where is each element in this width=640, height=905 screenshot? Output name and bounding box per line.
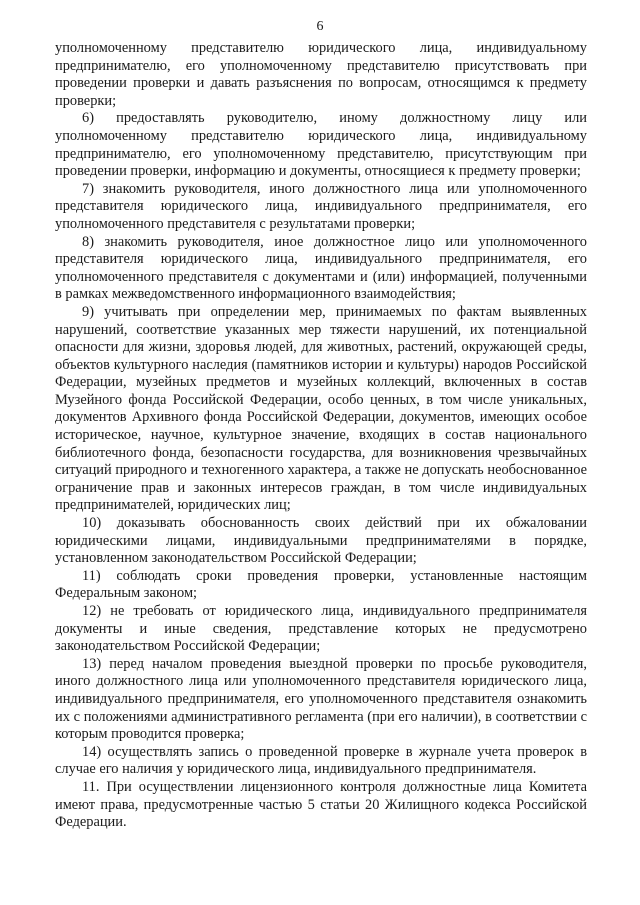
document-body [55,40,587,832]
list-item-6: 6) предоставлять руководителю, иному должностному лицу или уполномоченному представителю юридического лица, индивидуальному предпринимателю, его уполномоченному представителю, присутствующим при проведении проверки, информацию и документы, относящиеся к предмету проверки; [55,110,587,180]
list-item-7: 7) знакомить руководителя, иного должностного лица или уполномоченного представителя юридического лица, индивидуального предпринимателя, его уполномоченного представителя с результатами проверки; [55,180,587,232]
list-item-12: 12) не требовать от юридического лица, индивидуального предпринимателя документы и иные сведения, представление которых не предусмотрено законодательством Российской Федерации; [55,603,587,655]
paragraph-continuation: уполномоченному представителю юридического лица, индивидуальному предпринимателю, его уполномоченному представителю присутствовать при проведении проверки и давать разъяснения по вопросам, относящимся к предмету проверки; [55,40,587,109]
list-item-14: 14) осуществлять запись о проведенной проверке в журнале учета проверок в случае его наличия у юридического лица, индивидуального предпринимателя. [55,743,587,778]
list-item-8: 8) знакомить руководителя, иное должностное лицо или уполномоченного представителя юридического лица, индивидуального предпринимателя, его уполномоченного представителя с документами и (или) информацией, полученными в рамках межведомственного информационного взаимодействия; [55,233,587,303]
list-item-10: 10) доказывать обоснованность своих действий при их обжаловании юридическими лицами, индивидуальными предпринимателями в порядке, установленном законодательством Российской Федерации; [55,515,587,567]
clause-11: 11. При осуществлении лицензионного контроля должностные лица Комитета имеют права, предусмотренные частью 5 статьи 20 Жилищного кодекса Российской Федерации. [55,778,587,831]
list-item-11: 11) соблюдать сроки проведения проверки, установленные настоящим Федеральным законом; [55,567,587,602]
list-item-9: 9) учитывать при определении мер, принимаемых по фактам выявленных нарушений, соответствие указанных мер тяжести нарушений, их потенциальной опасности для жизни, здоровья людей, для животных, растений, окружающей среды, объектов культурного наследия (памятников истории и культуры) народов Российской Федерации, музейных предметов и музейных коллекций, включенных в состав Музейного фонда Российской Федерации, особо ценных, в том числе уникальных, документов Архивного фонда Российской Федерации, документов, имеющих особое историческое, научное, культурное значение, входящих в состав национального библиотечного фонда, безопасности государства, для возникновения чрезвычайных ситуаций природного и техногенного характера, а также не допускать необоснованное ограничение прав и законных интересов граждан, в том числе индивидуальных предпринимателей, юридических лиц; [55,303,587,514]
page-number: 6 [316,19,324,34]
list-item-13: 13) перед началом проведения выездной проверки по просьбе руководителя, иного должностного лица или уполномоченного представителя юридического лица, индивидуального предпринимателя, его уполномоченного представителя ознакомить их с положениями административного регламента (при его наличии), в соответствии с которым проводится проверка; [55,655,587,743]
